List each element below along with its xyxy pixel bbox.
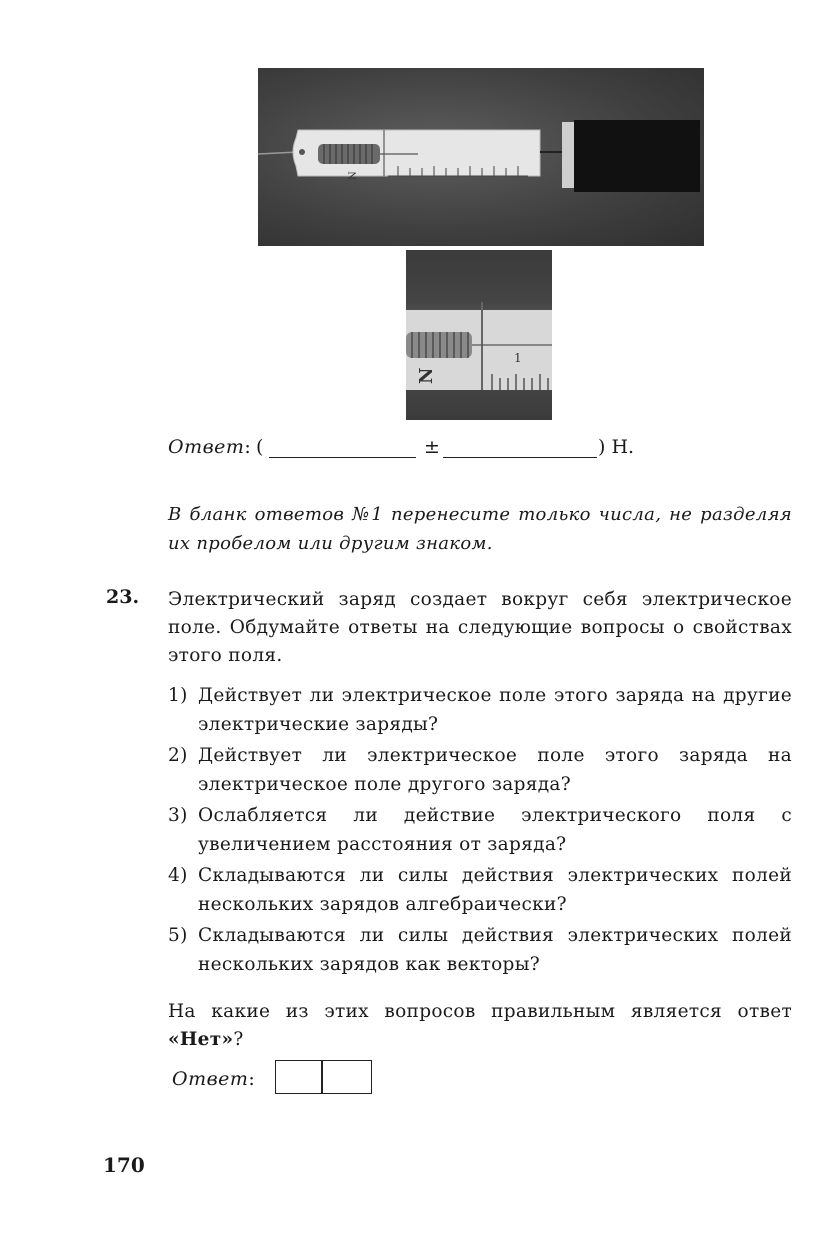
list-item — [168, 921, 792, 979]
answer-open-paren: ( — [256, 436, 264, 458]
list-item — [168, 861, 792, 919]
question-intro: Электрический заряд создает вокруг себя электрическое поле. Обдумайте ответы на следующие вопросы о свойствах этого поля. — [168, 589, 792, 666]
prompt-bold-answer: «Нет» — [168, 1029, 234, 1050]
dynamometer-photo — [258, 68, 704, 246]
question-items — [168, 681, 792, 979]
scale-zoom-photo — [406, 250, 552, 420]
list-item — [168, 681, 792, 739]
item-number: 4) — [168, 865, 188, 886]
answer-label: Ответ: — [168, 436, 252, 458]
item-number: 3) — [168, 805, 188, 826]
scale-label: N — [348, 171, 359, 180]
question-prompt: На какие из этих вопросов правильным является ответ «Нет»? — [168, 1001, 792, 1050]
item-text: Действует ли электрическое поле этого заряда на другие электрические заряды? — [198, 685, 792, 735]
page-number: 170 — [103, 1153, 145, 1177]
list-item — [168, 801, 792, 859]
answer-error-field[interactable] — [443, 457, 597, 458]
zoom-scale-label: N — [416, 367, 437, 384]
zoom-tick-label: 1 — [514, 351, 522, 365]
instruction-note: В бланк ответов №1 перенесите только числа, не разделяя их пробелом или другим знаком. — [168, 504, 792, 554]
answer-unit: ) Н. — [598, 436, 635, 458]
item-text: Складываются ли силы действия электрических полей нескольких зарядов алгебраически? — [198, 865, 792, 915]
item-text: Ослабляется ли действие электрического поля с увеличением расстояния от заряда? — [198, 805, 792, 855]
scale-zoom-illustration — [406, 250, 552, 420]
answer2-label: Ответ: — [172, 1068, 256, 1090]
list-item — [168, 741, 792, 799]
answer-value-field[interactable] — [269, 457, 416, 458]
item-number: 1) — [168, 685, 188, 706]
question-number: 23. — [106, 586, 140, 608]
plus-minus-sign: ± — [424, 436, 440, 458]
answer-box-1[interactable] — [275, 1060, 322, 1094]
item-text: Действует ли электрическое поле этого заряда на электрическое поле другого заряда? — [198, 745, 792, 795]
dynamometer-illustration — [258, 68, 704, 246]
item-number: 5) — [168, 925, 188, 946]
item-text: Складываются ли силы действия электрических полей нескольких зарядов как векторы? — [198, 925, 792, 975]
item-number: 2) — [168, 745, 188, 766]
answer-box-2[interactable] — [322, 1060, 372, 1094]
